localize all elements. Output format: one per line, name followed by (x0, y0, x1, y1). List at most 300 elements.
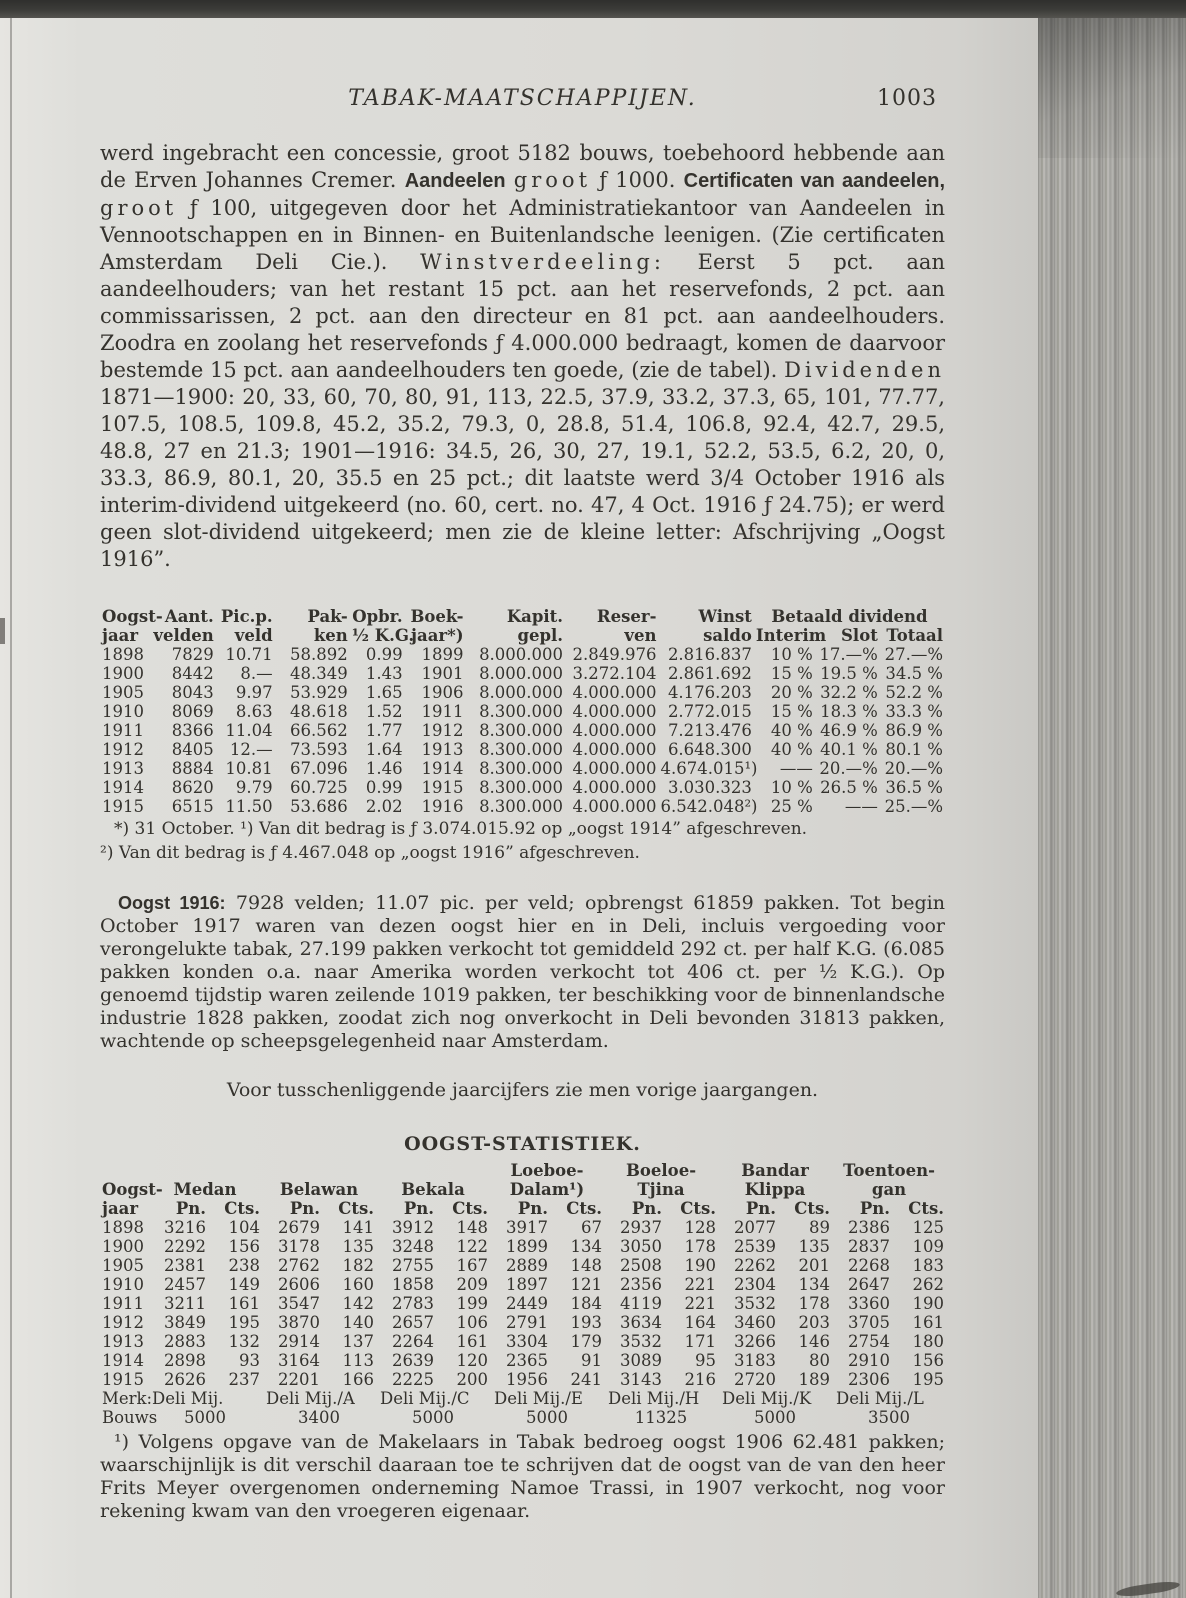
page-title: TABAK-MAATSCHAPPIJEN. (348, 86, 697, 111)
table-cell: 8.300.000 (479, 702, 564, 721)
oogst-table-footer (100, 1389, 946, 1427)
header-cell: Cts. (452, 1199, 488, 1218)
table-cell: 93 (239, 1351, 260, 1370)
oogst-table-footnote: ¹) Volgens opgave van de Makelaars in Tabak bedroeg oogst 1906 62.481 pakken; waarschijnlijk is dit verschil daaraan toe te schrijven dat de oogst van de van den heer Frits Meyer overgenomen onderneming Namoe Trassi, in 1907 verkocht, nog voor rekening kwam van den vroegeren eigenaar. (100, 1431, 945, 1522)
header-cell: Slot (841, 626, 878, 645)
table-cell: 20.—% (819, 759, 878, 778)
table-cell: 1911 (102, 1294, 144, 1313)
table-cell: —— (779, 759, 813, 778)
table-cell: 80.1 % (885, 740, 943, 759)
table-cell: 1.77 (365, 721, 403, 740)
table-cell: 8.300.000 (479, 778, 564, 797)
table-cell: 2883 (164, 1332, 206, 1351)
table-cell: 1905 (102, 683, 144, 702)
table-cell: 3547 (278, 1294, 320, 1313)
table-cell: 11.04 (225, 721, 273, 740)
table-cell: 1898 (102, 1218, 144, 1237)
table-cell: 237 (228, 1370, 260, 1389)
table-cell: 200 (456, 1370, 488, 1389)
table-cell: 2626 (164, 1370, 206, 1389)
dividend-table (100, 607, 945, 816)
table-cell: 106 (456, 1313, 488, 1332)
table-cell: 148 (570, 1256, 602, 1275)
table-cell: 132 (228, 1332, 260, 1351)
table-cell: 135 (798, 1237, 831, 1256)
table-cell: 149 (228, 1275, 260, 1294)
table-cell: 1910 (102, 1275, 144, 1294)
header-cell: Pn. (631, 1199, 662, 1218)
header-cell: Boek- (410, 607, 464, 626)
table-cell: 2201 (278, 1370, 320, 1389)
table-cell: 120 (456, 1351, 488, 1370)
header-cell: Bandar (741, 1161, 809, 1180)
header-cell (262, 1161, 376, 1180)
header-cell: Aant. (164, 607, 214, 626)
table-cell: 17.—% (819, 645, 878, 664)
table-cell: 140 (342, 1313, 374, 1332)
table-cell: 67 (581, 1218, 602, 1237)
merk-label: Merk: (102, 1389, 153, 1408)
table-cell: 134 (798, 1275, 831, 1294)
bouws-value: 5000 (184, 1408, 226, 1427)
table-cell: 3532 (620, 1332, 662, 1351)
text-segment: 7928 velden; 11.07 pic. per veld; opbrengst 61859 pakken. Tot begin October 1917 waren van dezen oogst hier en in Deli, incluis vergoeding voor verongelukte tabak, 27.199 pakken verkocht tot gemiddeld 292 ct. per half K.G. (6.085 pakken konden o.a. naar Amerika worden verkocht tot 406 ct. per ½ K.G.). Op genoemd tijdstip waren zeilende 1019 pakken, ter beschikking voor de binnenlandsche industrie 1828 pakken, zoodat zich nog onverkocht in Deli bevonden 31813 pakken, wachtende op scheepsgelegenheid naar Amsterdam. (100, 892, 945, 1052)
table-cell: 1914 (421, 759, 464, 778)
table-cell: 164 (684, 1313, 717, 1332)
table-cell: 8442 (171, 664, 214, 683)
header-cell (100, 1161, 148, 1180)
table-cell: 80 (809, 1351, 831, 1370)
table-cell: 3460 (734, 1313, 777, 1332)
table-cell: 3849 (164, 1313, 206, 1332)
header-cell: Bekala (401, 1180, 465, 1199)
table-cell: 3183 (734, 1351, 777, 1370)
header-cell: Cts. (566, 1199, 602, 1218)
table-header-row (100, 626, 945, 645)
table-row (100, 1351, 946, 1370)
table-cell: 122 (456, 1237, 488, 1256)
table-cell: 2762 (278, 1256, 320, 1275)
table-cell: 156 (228, 1237, 260, 1256)
table-cell: 2639 (392, 1351, 434, 1370)
table-cell: 178 (798, 1294, 831, 1313)
table-cell: 2.816.837 (667, 645, 752, 664)
text-segment: Dividenden (784, 358, 945, 382)
table-row (100, 1275, 946, 1294)
table-cell: 8.000.000 (479, 683, 564, 702)
table-cell: 33.3 % (885, 702, 943, 721)
table-cell: 8620 (171, 778, 214, 797)
table-cell: 2262 (734, 1256, 777, 1275)
table-cell: 10.71 (225, 645, 273, 664)
table-cell: 46.9 % (820, 721, 878, 740)
table-row (100, 778, 945, 797)
table-cell: 146 (798, 1332, 831, 1351)
table-cell: 221 (684, 1275, 717, 1294)
table-cell: 8069 (171, 702, 214, 721)
table-cell: 201 (798, 1256, 831, 1275)
header-cell: ven (624, 626, 657, 645)
bouws-value: 5000 (754, 1408, 797, 1427)
table-cell: 1.43 (365, 664, 403, 683)
table-cell: 86.9 % (885, 721, 943, 740)
header-cell: saldo (703, 626, 752, 645)
table-cell: 190 (684, 1256, 717, 1275)
header-cell: ½ K.G. (351, 626, 415, 645)
table-cell: 3.272.104 (572, 664, 657, 683)
oogst-statistiek-title: OOGST-STATISTIEK. (404, 1133, 641, 1155)
table-cell: 178 (684, 1237, 717, 1256)
table-cell: 40 % (770, 721, 813, 740)
header-cell: Tjina (637, 1180, 685, 1199)
table-cell: 6515 (171, 797, 214, 816)
header-cell: Pn. (289, 1199, 320, 1218)
table-row (100, 1313, 946, 1332)
table-cell: 2292 (164, 1237, 206, 1256)
table-cell: 2457 (164, 1275, 206, 1294)
table-cell: 25 % (770, 797, 813, 816)
table-cell: 2356 (620, 1275, 662, 1294)
scan-speck (0, 618, 5, 644)
table-cell: 161 (228, 1294, 260, 1313)
table-cell: 2306 (848, 1370, 891, 1389)
table-cell: 2.02 (365, 797, 403, 816)
table-cell: 142 (342, 1294, 374, 1313)
table-cell: 179 (570, 1332, 602, 1351)
table-cell: 3705 (848, 1313, 891, 1332)
table-cell: 10 % (770, 645, 813, 664)
table-cell: 221 (684, 1294, 717, 1313)
table-cell: 203 (798, 1313, 831, 1332)
table-cell: 3050 (620, 1237, 662, 1256)
table-cell: 15 % (770, 664, 813, 683)
table-cell: 52.2 % (885, 683, 943, 702)
intro-paragraph (100, 140, 945, 573)
table-cell: 19.5 % (820, 664, 878, 683)
table-cell: 161 (912, 1313, 945, 1332)
bouws-row (100, 1408, 946, 1427)
table-cell: 2304 (734, 1275, 777, 1294)
text-segment: werd ingebracht een concessie, groot 5182 bouws, toebehoord hebbende aan de Erven Johannes Cremer. (100, 141, 945, 192)
table-cell: 1912 (102, 740, 144, 759)
table-cell: 27.—% (884, 645, 943, 664)
text-segment: ƒ 1000. (591, 168, 684, 192)
merk-value: Deli Mij./A (266, 1389, 355, 1408)
header-cell-betaald-dividend: Betaald dividend (771, 607, 928, 626)
table-cell: 2365 (506, 1351, 548, 1370)
table-cell: 1911 (421, 702, 464, 721)
table-cell: 2606 (278, 1275, 320, 1294)
header-cell: Opbr. (352, 607, 403, 626)
table-cell: 3870 (278, 1313, 320, 1332)
table-cell: 2889 (506, 1256, 548, 1275)
table-row (100, 1294, 946, 1313)
header-cell: jaar (102, 1199, 139, 1218)
table-cell: 2791 (506, 1313, 548, 1332)
header-cell: jaar*) (411, 626, 464, 645)
table-header-row (100, 1161, 946, 1180)
merk-value: Deli Mij./E (494, 1389, 583, 1408)
page-number: 1003 (877, 86, 937, 111)
text-segment: groot (100, 196, 178, 220)
table-cell: 4.674.015¹) (660, 759, 758, 778)
header-cell: Loeboe- (510, 1161, 584, 1180)
table-cell: 2.849.976 (572, 645, 657, 664)
table-cell: 2679 (278, 1218, 320, 1237)
table-cell: 3917 (506, 1218, 548, 1237)
table-cell: 1912 (421, 721, 464, 740)
table-cell: 1915 (102, 1370, 144, 1389)
table-cell: 1898 (102, 645, 144, 664)
header-cell: Interim (755, 626, 827, 645)
header-cell: Pn. (403, 1199, 434, 1218)
header-cell: Cts. (224, 1199, 260, 1218)
table-cell: 104 (228, 1218, 260, 1237)
text-segment: groot (513, 168, 592, 192)
table-cell: 238 (228, 1256, 260, 1275)
table-cell: 1910 (102, 702, 144, 721)
header-cell: Boeloe- (625, 1161, 697, 1180)
table-cell: 1916 (421, 797, 464, 816)
table-cell: 20.—% (884, 759, 943, 778)
header-cell: Totaal (886, 626, 943, 645)
header-cell: Pn. (175, 1199, 206, 1218)
table-cell: 109 (912, 1237, 945, 1256)
table-cell: 2268 (848, 1256, 891, 1275)
table-cell: 53.686 (290, 797, 348, 816)
table-cell: 7.213.476 (667, 721, 752, 740)
table-row (100, 1256, 946, 1275)
table-cell: 34.5 % (885, 664, 943, 683)
table-cell: 1900 (102, 1237, 144, 1256)
table-cell: 8.300.000 (479, 759, 564, 778)
table-cell: 1911 (102, 721, 144, 740)
text-segment: Winstverdeeling: (420, 250, 665, 274)
table-cell: 8.300.000 (479, 740, 564, 759)
table-cell: 3532 (734, 1294, 777, 1313)
table-cell: 128 (684, 1218, 717, 1237)
table-cell: 8.300.000 (479, 797, 564, 816)
table-cell: 148 (456, 1218, 488, 1237)
table-cell: 209 (456, 1275, 488, 1294)
header-cell: Pn. (517, 1199, 548, 1218)
table-cell: 241 (570, 1370, 602, 1389)
table-cell: 40.1 % (820, 740, 878, 759)
table-cell: 53.929 (290, 683, 348, 702)
merk-row (100, 1389, 946, 1408)
oogst-table-body (100, 1218, 946, 1389)
header-cell: Oogst- (102, 1180, 163, 1199)
table-cell: 18.3 % (820, 702, 878, 721)
header-cell: gan (871, 1180, 907, 1199)
table-cell: 2647 (848, 1275, 891, 1294)
table-cell: 3912 (392, 1218, 434, 1237)
table-cell: 125 (912, 1218, 945, 1237)
table-cell: 1914 (102, 1351, 144, 1370)
header-cell: Belawan (279, 1180, 359, 1199)
table-cell: 48.618 (290, 702, 348, 721)
table-cell: 2910 (848, 1351, 891, 1370)
table-cell: 2898 (164, 1351, 206, 1370)
table-cell: 3178 (278, 1237, 320, 1256)
table-cell: 8.000.000 (479, 664, 564, 683)
table-row (100, 721, 945, 740)
table-cell: 216 (684, 1370, 717, 1389)
table-cell: 15 % (770, 702, 813, 721)
header-cell: jaar (102, 626, 139, 645)
table-row (100, 1332, 946, 1351)
header-cell: Pak- (307, 607, 348, 626)
header-cell: Cts. (908, 1199, 945, 1218)
table-cell: 1906 (421, 683, 464, 702)
table-cell: 1913 (102, 759, 144, 778)
table-cell: —— (844, 797, 878, 816)
table-cell: 3360 (848, 1294, 891, 1313)
table-cell: 67.096 (290, 759, 348, 778)
merk-value: Deli Mij./C (380, 1389, 470, 1408)
table-cell: 195 (228, 1313, 260, 1332)
bouws-value: 11325 (634, 1408, 688, 1427)
header-cell (148, 1161, 262, 1180)
table-cell: 3.030.323 (667, 778, 752, 797)
table-cell: 2754 (848, 1332, 891, 1351)
table-cell: 1900 (102, 664, 144, 683)
table-cell: 141 (342, 1218, 374, 1237)
text-segment: 1871—1900: 20, 33, 60, 70, 80, 91, 113, 22.5, 37.9, 33.2, 37.3, 65, 101, 77.77, 107.5, 108.5, 109.8, 45.2, 35.2, 79.3, 0, 28.8, 51.4, 106.8, 92.4, 42.7, 29.5, 48.8, 27 en 21.3; 1901—1916: 34.5, 26, 30, 27, 19.1, 52.2, 53.5, 6.2, 20, 0, 33.3, 86.9, 80.1, 20, 35.5 en 25 pct.; dit laatste werd 3/4 October 1916 als interim-dividend uitgekeerd (no. 60, cert. no. 47, 4 Oct. 1916 ƒ 24.75); er werd geen slot-dividend uitgekeerd; men zie de kleine letter: Afschrijving „Oogst 1916”. (100, 385, 945, 571)
dividend-table-footnote-2: ²) Van dit bedrag is ƒ 4.467.048 op „oogst 1916” afgeschreven. (100, 843, 640, 863)
book-page-stack-edge (1038, 18, 1186, 1598)
table-cell: 2077 (734, 1218, 777, 1237)
table-cell: 3143 (620, 1370, 662, 1389)
oogst-1916-paragraph (100, 892, 945, 1053)
text-segment: ƒ 100, uitgegeven door het Administratiekantoor van Aandeelen in Vennootschappen en in Binnen- en Buitenlandsche leenigen. (Zie certificaten Amsterdam Deli Cie.). (100, 196, 945, 274)
table-cell: 1.65 (365, 683, 403, 702)
header-cell: Klippa (744, 1180, 806, 1199)
table-cell: 1.46 (365, 759, 403, 778)
table-header-row (100, 1180, 946, 1199)
table-cell: 4.000.000 (572, 759, 657, 778)
table-cell: 134 (570, 1237, 602, 1256)
header-cell: Cts. (680, 1199, 717, 1218)
table-cell: 6.542.048²) (660, 797, 758, 816)
table-cell: 2.861.692 (667, 664, 752, 683)
bouws-value: 5000 (526, 1408, 568, 1427)
table-cell: 26.5 % (820, 778, 878, 797)
table-cell: 3304 (506, 1332, 548, 1351)
table-cell: 2937 (620, 1218, 662, 1237)
table-row (100, 740, 945, 759)
header-cell: ken (313, 626, 348, 645)
table-cell: 4.000.000 (572, 740, 657, 759)
table-header-row (100, 607, 945, 626)
table-cell: 2225 (392, 1370, 434, 1389)
table-cell: 1913 (102, 1332, 144, 1351)
table-cell: 0.99 (365, 645, 403, 664)
header-cell: Medan (173, 1180, 237, 1199)
table-cell: 2.772.015 (667, 702, 752, 721)
table-cell: 8405 (171, 740, 214, 759)
dividend-table-footnote-1: *) 31 October. ¹) Van dit bedrag is ƒ 3.074.015.92 op „oogst 1914” afgeschreven. (114, 819, 808, 839)
table-cell: 10.81 (225, 759, 273, 778)
table-row (100, 1370, 946, 1389)
table-cell: 160 (342, 1275, 374, 1294)
table-row (100, 683, 945, 702)
table-header-row (100, 1199, 946, 1218)
table-cell: 193 (570, 1313, 602, 1332)
text-segment: Certificaten van aandeelen, (683, 170, 945, 192)
header-cell: Toentoen- (843, 1161, 935, 1180)
table-cell: 0.99 (365, 778, 403, 797)
table-cell: 190 (912, 1294, 945, 1313)
table-cell: 48.349 (290, 664, 348, 683)
table-cell: 25.—% (884, 797, 943, 816)
table-cell: 171 (684, 1332, 717, 1351)
bouws-value: 3400 (298, 1408, 340, 1427)
text-segment: Oogst 1916: (118, 893, 226, 913)
table-cell: 182 (342, 1256, 374, 1275)
table-cell: 166 (342, 1370, 374, 1389)
bouws-value: 5000 (412, 1408, 454, 1427)
table-cell: 121 (570, 1275, 602, 1294)
table-cell: 8884 (171, 759, 214, 778)
table-cell: 8.000.000 (479, 645, 564, 664)
table-cell: 10 % (770, 778, 813, 797)
table-cell: 1899 (506, 1237, 548, 1256)
table-cell: 189 (798, 1370, 831, 1389)
table-cell: 8.63 (235, 702, 273, 721)
header-cell (376, 1161, 490, 1180)
table-cell: 2755 (392, 1256, 434, 1275)
table-cell: 4.000.000 (572, 778, 657, 797)
table-cell: 4.000.000 (572, 702, 657, 721)
table-row (100, 797, 945, 816)
header-cell: Pn. (745, 1199, 777, 1218)
bouws-label: Bouws (102, 1408, 158, 1427)
table-cell: 3634 (620, 1313, 662, 1332)
table-cell: 7829 (171, 645, 214, 664)
header-cell: Kapit. (506, 607, 564, 626)
merk-value: Deli Mij. (152, 1389, 224, 1408)
table-cell: 2386 (848, 1218, 891, 1237)
table-cell: 262 (912, 1275, 945, 1294)
table-cell: 2783 (392, 1294, 434, 1313)
table-cell: 2449 (506, 1294, 548, 1313)
table-cell: 3266 (734, 1332, 777, 1351)
table-cell: 2264 (392, 1332, 434, 1351)
header-cell: Cts. (338, 1199, 374, 1218)
table-cell: 6.648.300 (667, 740, 752, 759)
table-row (100, 702, 945, 721)
table-cell: 184 (570, 1294, 602, 1313)
table-cell: 3211 (164, 1294, 206, 1313)
table-cell: 2720 (734, 1370, 777, 1389)
table-cell: 89 (809, 1218, 831, 1237)
table-cell: 4.000.000 (572, 721, 657, 740)
table-cell: 183 (912, 1256, 945, 1275)
table-cell: 2837 (848, 1237, 891, 1256)
table-cell: 1905 (102, 1256, 144, 1275)
table-cell: 4.176.203 (667, 683, 752, 702)
page-gutter-shadow (10, 18, 12, 1598)
table-cell: 3089 (620, 1351, 662, 1370)
table-cell: 8.300.000 (479, 721, 564, 740)
table-cell: 8043 (171, 683, 214, 702)
table-cell: 1.64 (365, 740, 403, 759)
header-cell: Pn. (859, 1199, 891, 1218)
page-stack-smudge (1116, 1580, 1181, 1598)
table-cell: 20 % (770, 683, 813, 702)
table-cell: 2539 (734, 1237, 777, 1256)
